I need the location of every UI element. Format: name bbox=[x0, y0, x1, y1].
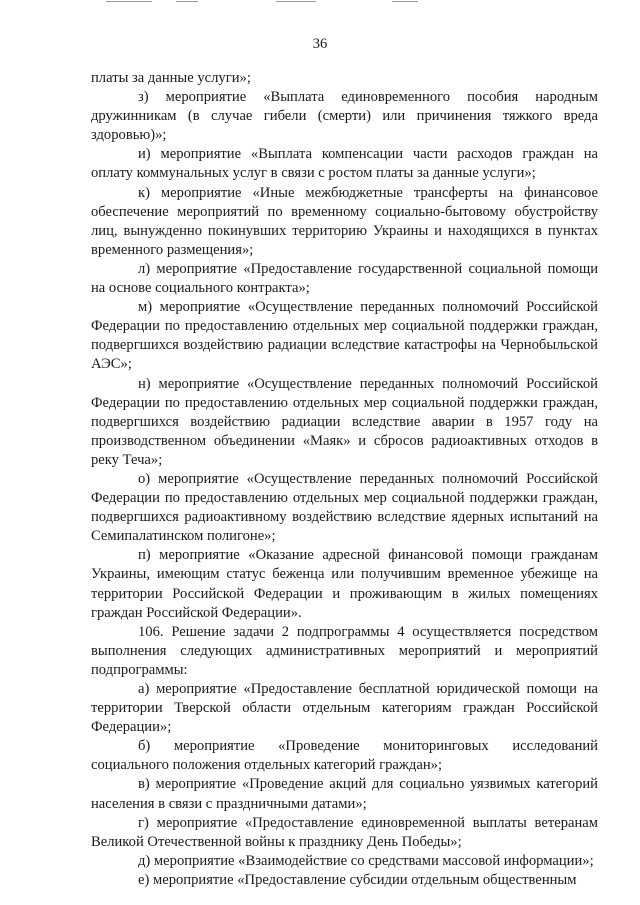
list-item-v: в) мероприятие «Проведение акций для социально уязвимых категорий населения в связи с праздничными датами»; bbox=[91, 776, 598, 812]
list-item-m: м) мероприятие «Осуществление переданных полномочий Российской Федерации по предоставлению отдельных мер социальной поддержки граждан, подвергшихся воздействию радиации вследствие катастрофы на Чернобыльской АЭС»; bbox=[91, 299, 598, 373]
list-item-g: г) мероприятие «Предоставление единовременной выплаты ветеранам Великой Отечественной войны к празднику День Победы»; bbox=[91, 814, 598, 850]
list-item-e: е) мероприятие «Предоставление субсидии отдельным общественным bbox=[138, 871, 577, 888]
scan-edge-marks bbox=[0, 0, 640, 6]
list-item-l: л) мероприятие «Предоставление государственной социальной помощи на основе социального контракта»; bbox=[91, 260, 598, 297]
list-item-n: н) мероприятие «Осуществление переданных полномочий Российской Федерации по предоставлению отдельных мер социальной поддержки граждан, подвергшихся воздействию радиации вследствие аварии в 1957 году на производственном объединении «Маяк» и сбросов радиоактивных отходов в реку Теча»; bbox=[91, 375, 598, 468]
list-item-p: п) мероприятие «Оказание адресной финансовой помощи гражданам Украины, имеющим статус беженца или получившим временное убежище на территории Российской Федерации и проживающим в жилых помещениях граждан Российской Федерации». bbox=[91, 547, 598, 621]
document-body bbox=[91, 69, 598, 890]
page-number: 36 bbox=[312, 36, 328, 52]
paragraph-continuation: платы за данные услуги»; bbox=[91, 70, 251, 86]
list-item-o: о) мероприятие «Осуществление переданных полномочий Российской Федерации по предоставлению отдельных мер социальной поддержки граждан, подвергшихся радиоактивному воздействию вследствие ядерных испытаний на Семипалатинском полигоне»; bbox=[91, 470, 598, 545]
list-item-k: к) мероприятие «Иные межбюджетные трансферты на финансовое обеспечение мероприятий по временному социально-бытовому обустройству лиц, вынужденно покинувших территорию Украины и находящихся в пунктах временного размещения»; bbox=[91, 184, 598, 258]
list-item-i: и) мероприятие «Выплата компенсации части расходов граждан на оплату коммунальных услуг в связи с ростом платы за данные услуги»; bbox=[91, 146, 598, 182]
list-item-z: з) мероприятие «Выплата единовременного пособия народным дружинникам (в случае гибели (смерти) или причинения тяжкого вреда здоровью)»; bbox=[91, 89, 598, 144]
list-item-d: д) мероприятие «Взаимодействие со средствами массовой информации»; bbox=[138, 852, 594, 869]
section-106: 106. Решение задачи 2 подпрограммы 4 осуществляется посредством выполнения следующих административных мероприятий и мероприятий подпрограммы: bbox=[91, 623, 598, 678]
list-item-a: а) мероприятие «Предоставление бесплатной юридической помощи на территории Тверской области отдельным категориям граждан Российской Федерации»; bbox=[91, 681, 598, 736]
list-item-b: б) мероприятие «Проведение мониторинговых исследований социального положения отдельных категорий граждан»; bbox=[91, 738, 598, 774]
